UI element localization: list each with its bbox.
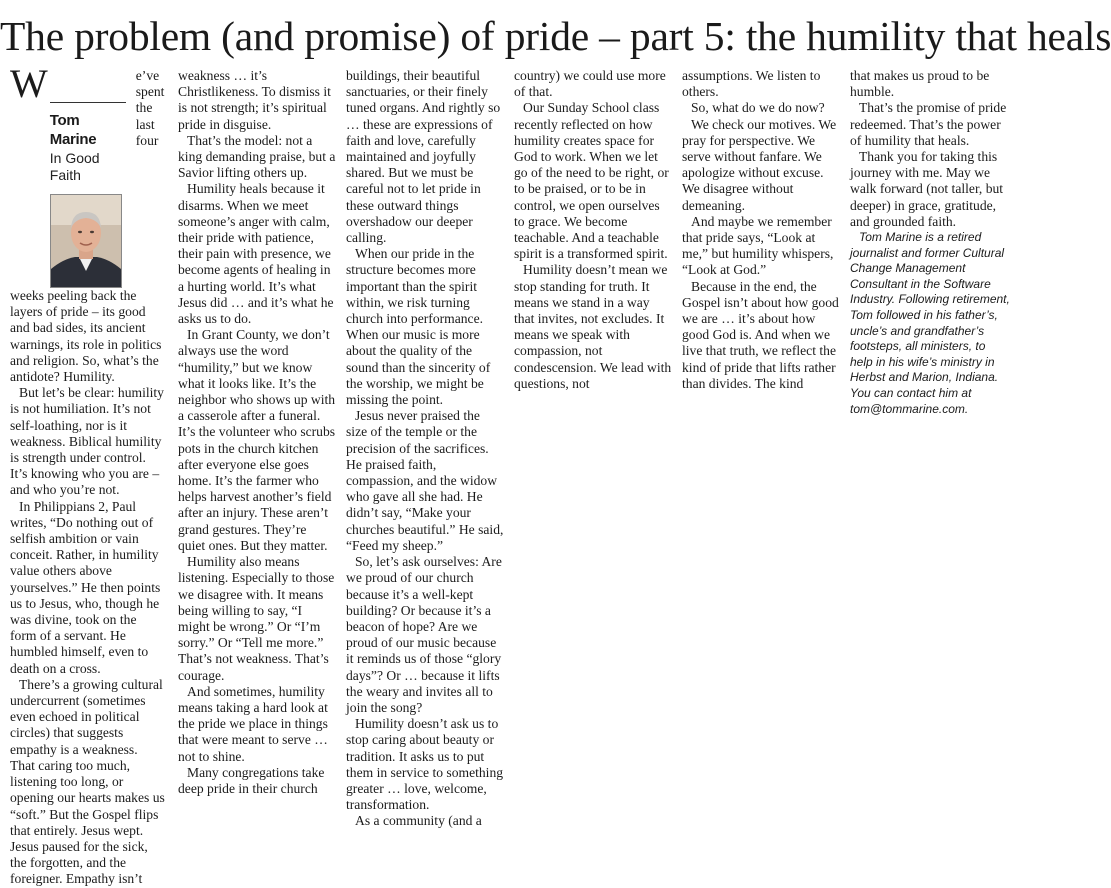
- column-3: [346, 68, 504, 829]
- column-1: [10, 61, 165, 887]
- article-paragraph: country) we could use more of that.: [514, 68, 666, 100]
- article-paragraph: Humility doesn’t ask us to stop caring about beauty or tradition. It asks us to put them in service to something greater … love, welcome, transformation.: [346, 716, 504, 813]
- author-photo: [50, 194, 122, 288]
- article-paragraph: Humility heals because it disarms. When we meet someone’s anger with calm, their pride with patience, their pain with presence, we become agents of healing in a hurting world. It’s what Jesus did … and it’s what he asks us to do.: [178, 181, 334, 327]
- column-name: In Good Faith: [49, 150, 100, 183]
- drop-cap: W: [10, 61, 48, 106]
- article-paragraph: In Grant County, we don’t always use the word “humility,” but we know what it looks like. It’s the neighbor who shows up with a casserole after a funeral. It’s the volunteer who scrubs pots in the church kitchen after everyone else goes home. It’s the farmer who helps harvest another’s field after an injury. These aren’t grand gestures. They’re quiet ones. But they matter.: [178, 327, 336, 553]
- article-paragraph: W Tom Marine In Good Faith e’ve spent the last four weeks peeling back the layers of pride – its good and bad sides, its ancient warnings, its role in politics and religion. So, what’s the antidote? Humility.: [10, 61, 165, 385]
- article-paragraph: When our pride in the structure becomes more important than the spirit within, we risk turning church into performance. When our music is more about the quality of the sound than the sincerity of the worship, we might be missing the point.: [346, 246, 491, 408]
- article-paragraph: weakness … it’s Christlikeness. To dismiss it is not strength; it’s spiritual pride in disguise.: [178, 68, 331, 132]
- article-paragraph: Many congregations take deep pride in their church: [178, 764, 325, 796]
- column-6: [850, 68, 1010, 718]
- headline: The problem (and promise) of pride – part 5: the humility that heals: [0, 13, 1111, 59]
- author-first-name: Tom: [49, 112, 80, 129]
- author-bio: Tom Marine is a retired journalist and former Cultural Change Management Consultant in the Software Industry. Following retirement, Tom followed in his father’s, uncle’s and grandfather’s footsteps, all ministers, to help in his wife’s ministry in Herbst and Marion, Indiana. You can contact him at tom@tommarine.com.: [850, 230, 1010, 416]
- article-paragraph: So, let’s ask ourselves: Are we proud of our church because it’s a well-kept building? Or because it’s a beacon of hope? Are we proud of our music because it reminds us of those “glory days”? Or … because it lifts the weary and invites all to join the song?: [346, 554, 502, 715]
- article-paragraph: buildings, their beautiful sanctuaries, or their finely tuned organs. And rightly so … these are expressions of faith and love, carefully maintained and joyfully shared. But we must be careful not to let pride in these outward things overshadow our deeper calling.: [346, 68, 501, 246]
- article-paragraph: So, what do we do now?: [691, 100, 825, 116]
- column-5: [682, 68, 840, 718]
- article-paragraph: That’s the model: not a king demanding praise, but a Savior lifting others up.: [178, 132, 336, 181]
- article-paragraph: Because in the end, the Gospel isn’t about how good we are … it’s about how good God is. And when we live that truth, we reflect the kind of pride that lifts rather than divides. The kind: [682, 278, 839, 391]
- article-paragraph: And maybe we remember that pride says, “Look at me,” but humility whispers, “Look at God.”: [682, 213, 834, 278]
- article-paragraph: But let’s be clear: humility is not humiliation. It’s not self-loathing, nor is it weakness. Biblical humility is strength under control. It’s knowing who you are – and who you’re not.: [10, 385, 164, 498]
- article-paragraph: Humility also means listening. Especially to those we disagree with. It means being willing to say, “I might be wrong.” Or “I’m sorry.” Or “Tell me more.” That’s not weakness. That’s courage.: [178, 554, 335, 683]
- article-paragraph: That’s the promise of pride redeemed. That’s the power of humility that heals.: [850, 100, 1007, 148]
- article-paragraph: As a community (and a: [355, 813, 482, 829]
- article-paragraph: Our Sunday School class recently reflected on how humility creates space for God to work. When we let go of the need to be right, or to be praised, or to be in control, we open ourselves to grace. We become teachable. And a teachable spirit is a transformed spirit.: [514, 100, 669, 262]
- article-paragraph: In Philippians 2, Paul writes, “Do nothing out of selfish ambition or vain conceit. Rather, in humility value others above yourselves.” He then points us to Jesus, who, though he was divine, took on the form of a servant. He humbled himself, even to death on a cross.: [10, 498, 161, 676]
- column-4: [514, 68, 672, 718]
- article-paragraph: Jesus never praised the size of the temple or the precision of the sacrifices. He praised faith, compassion, and the widow who gave all she had. He didn’t say, “Make your churches beautiful.” He said, “Feed my sheep.”: [346, 408, 504, 553]
- article-paragraph: Humility doesn’t mean we stop standing for truth. It means we stand in a way that invites, not excludes. It means we speak with compassion, not condescension. We lead with questions, not: [514, 262, 672, 391]
- article-paragraph: There’s a growing cultural undercurrent (sometimes even echoed in political circles) that suggests empathy is a weakness. That caring too much, listening too long, or opening our hearts makes us “soft.” But the Gospel flips that entirely. Jesus wept. Jesus paused for the sick, the forgotten, and the foreigner. Empathy isn’t: [10, 676, 165, 887]
- article-paragraph: assumptions. We listen to others.: [682, 68, 821, 100]
- author-last-name: Marine: [49, 131, 97, 148]
- article-paragraph: And sometimes, humility means taking a hard look at the pride we place in things that were meant to serve … not to shine.: [178, 683, 328, 764]
- author-portrait-image: [51, 195, 121, 287]
- article-paragraph: Thank you for taking this journey with me. May we walk forward (not taller, but deeper) in grace, gratitude, and grounded faith.: [850, 149, 1004, 229]
- article-paragraph: We check our motives. We pray for perspective. We serve without fanfare. We apologize without excuse. We disagree without demeaning.: [682, 116, 837, 213]
- byline: [50, 102, 126, 288]
- article-paragraph: that makes us proud to be humble.: [850, 68, 990, 100]
- column-2: [178, 68, 336, 796]
